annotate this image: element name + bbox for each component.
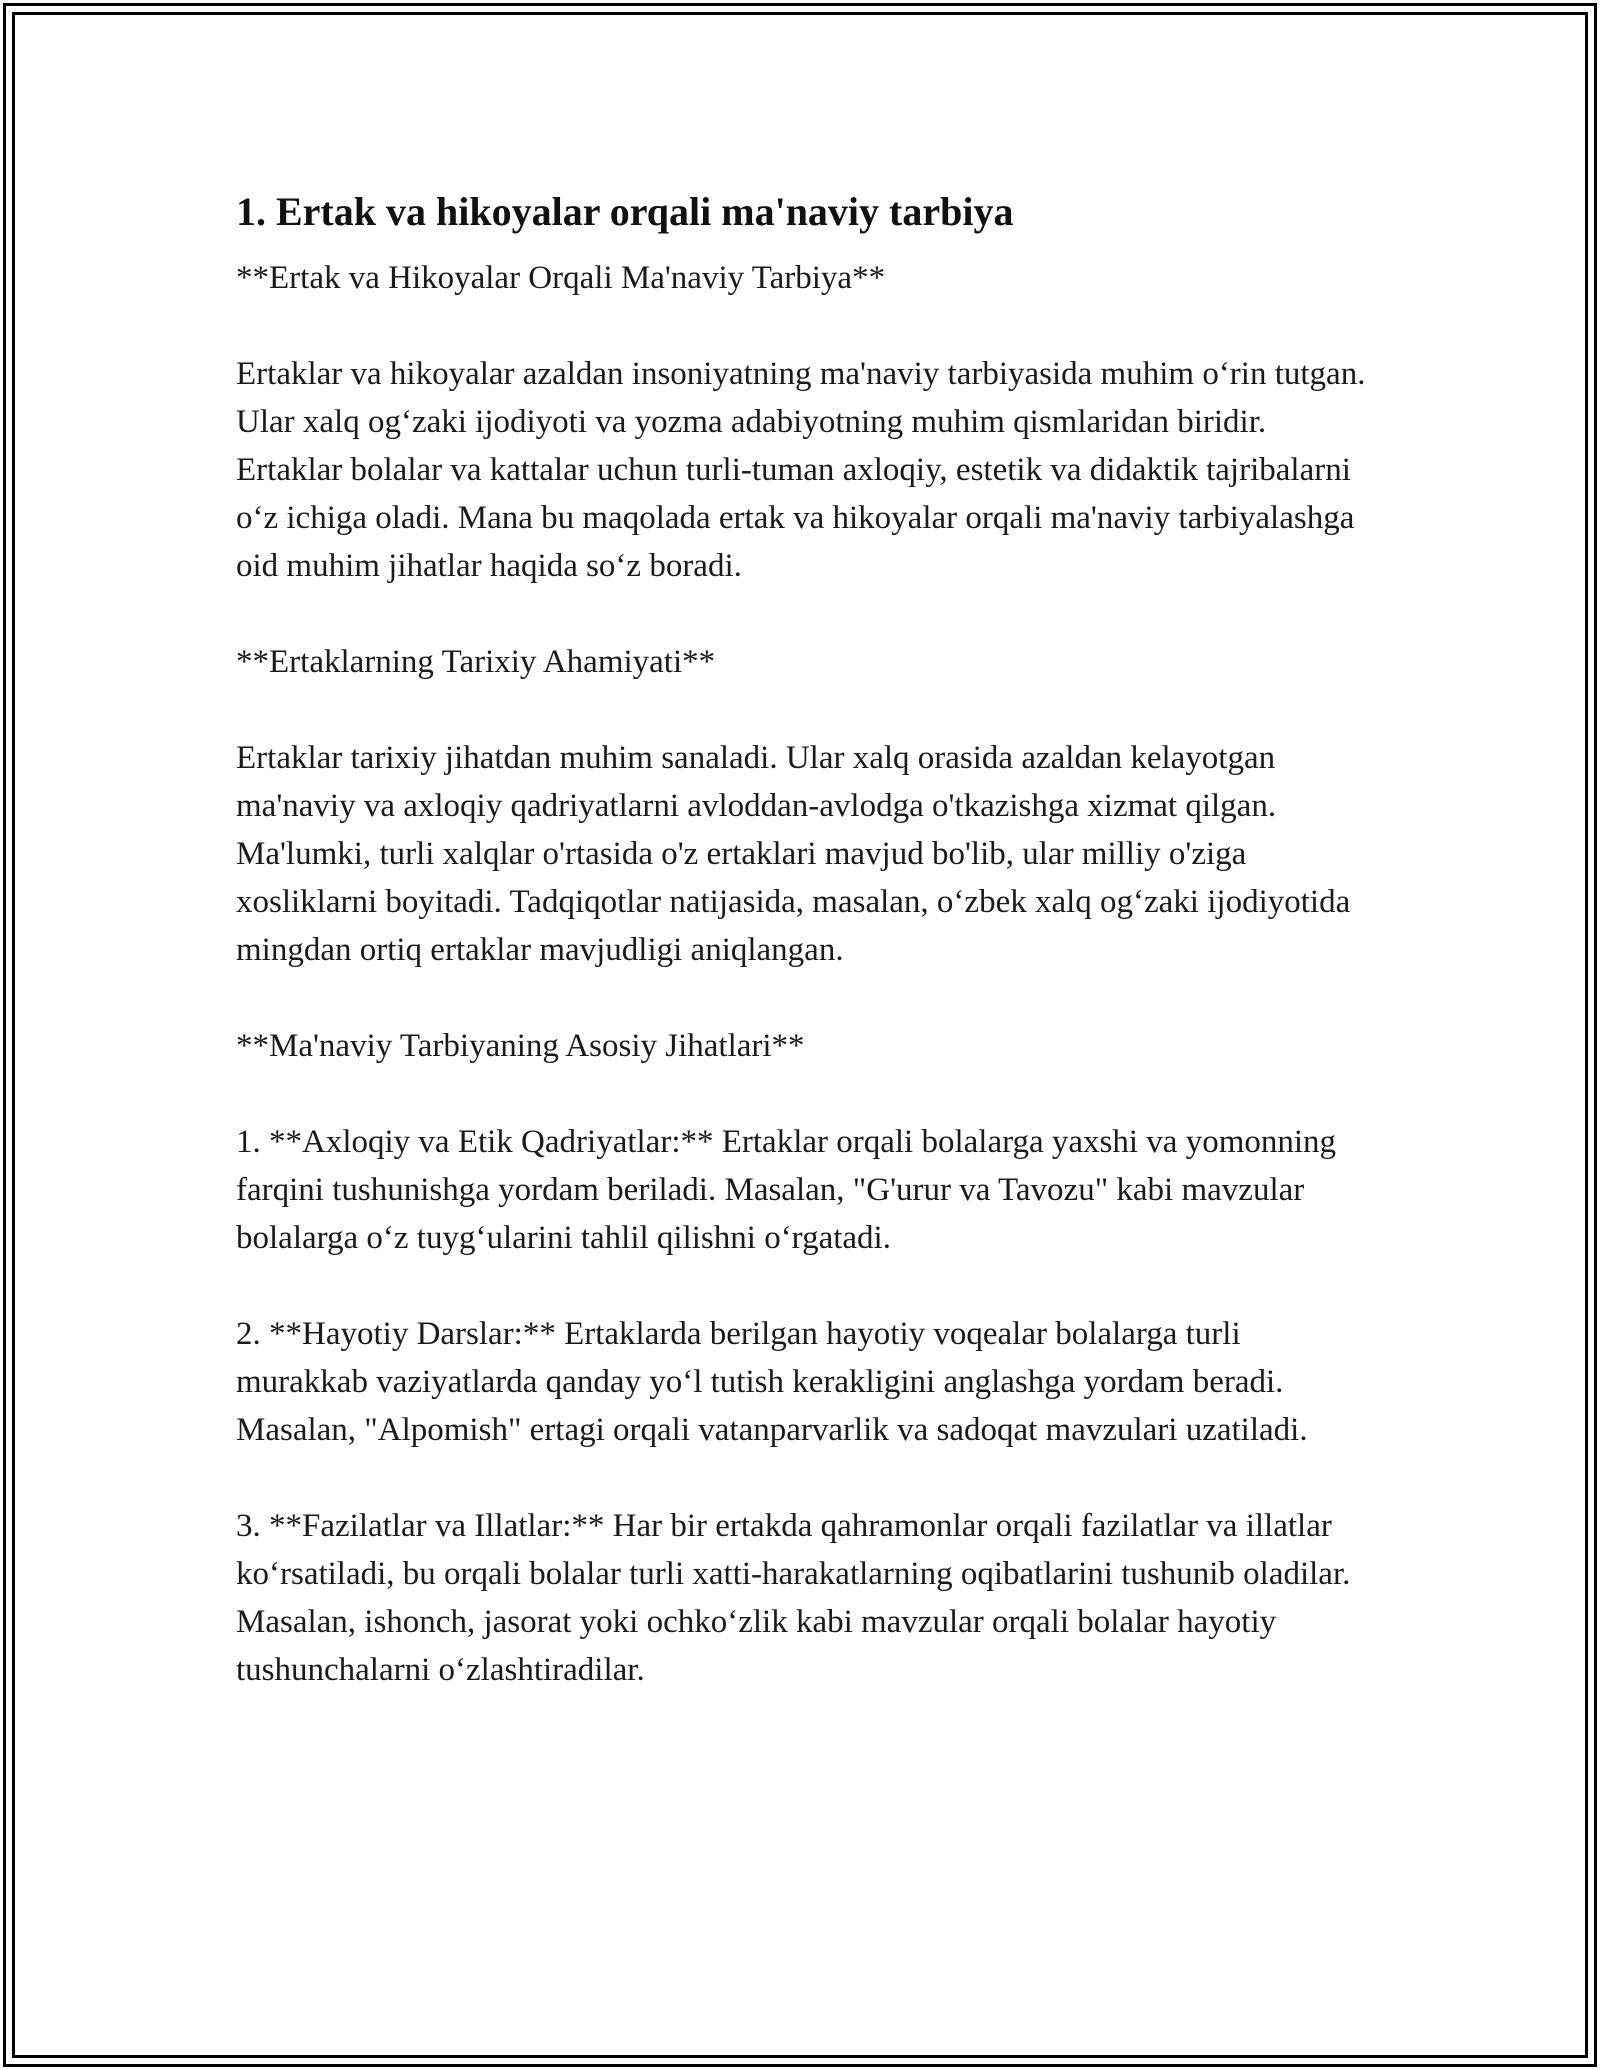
section-heading-aspects: **Ma'naviy Tarbiyaning Asosiy Jihatlari** — [236, 1028, 805, 1064]
list-item-life-lessons: 2. **Hayotiy Darslar:** Ertaklarda berilgan hayotiy voqealar bolalarga turli murakkab vaziyatlarda qanday yo‘l tutish kerakligini anglashga yordam beradi. Masalan, "Alpomish" ertagi orqali vatanparvarlik va sadoqat mavzulari uzatiladi. — [236, 1316, 1308, 1448]
document-body — [236, 186, 1366, 1694]
section-heading-history: **Ertaklarning Tarixiy Ahamiyati** — [236, 644, 716, 680]
paragraph-intro: Ertaklar va hikoyalar azaldan insoniyatning ma'naviy tarbiyasida muhim o‘rin tutgan. Ular xalq og‘zaki ijodiyoti va yozma adabiyotning muhim qismlaridan biridir. Ertaklar bolalar va kattalar uchun turli-tuman axloqiy, estetik va didaktik tajribalarni o‘z ichiga oladi. Mana bu maqolada ertak va hikoyalar orqali ma'naviy tarbiyalashga oid muhim jihatlar haqida so‘z boradi. — [236, 356, 1366, 584]
document-title: 1. Ertak va hikoyalar orqali ma'naviy tarbiya — [236, 189, 1014, 234]
list-item-moral-values: 1. **Axloqiy va Etik Qadriyatlar:** Ertaklar orqali bolalarga yaxshi va yomonning farqini tushunishga yordam beriladi. Masalan, "G'urur va Tavozu" kabi mavzular bolalarga o‘z tuyg‘ularini tahlil qilishni o‘rgatadi. — [236, 1124, 1337, 1256]
paragraph-history: Ertaklar tarixiy jihatdan muhim sanaladi. Ular xalq orasida azaldan kelayotgan ma'naviy va axloqiy qadriyatlarni avloddan-avlodga o'tkazishga xizmat qilgan. Ma'lumki, turli xalqlar o'rtasida o'z ertaklari mavjud bo'lib, ular milliy o'ziga xosliklarni boyitadi. Tadqiqotlar natijasida, masalan, o‘zbek xalq og‘zaki ijodiyotida mingdan ortiq ertaklar mavjudligi aniqlangan. — [236, 740, 1351, 968]
section-heading-main: **Ertak va Hikoyalar Orqali Ma'naviy Tarbiya** — [236, 260, 886, 296]
list-item-virtues-vices: 3. **Fazilatlar va Illatlar:** Har bir ertakda qahramonlar orqali fazilatlar va illatlar ko‘rsatiladi, bu orqali bolalar turli xatti-harakatlarning oqibatlarini tushunib oladilar. Masalan, ishonch, jasorat yoki ochko‘zlik kabi mavzular orqali bolalar hayotiy tushunchalarni o‘zlashtiradilar. — [236, 1508, 1351, 1688]
